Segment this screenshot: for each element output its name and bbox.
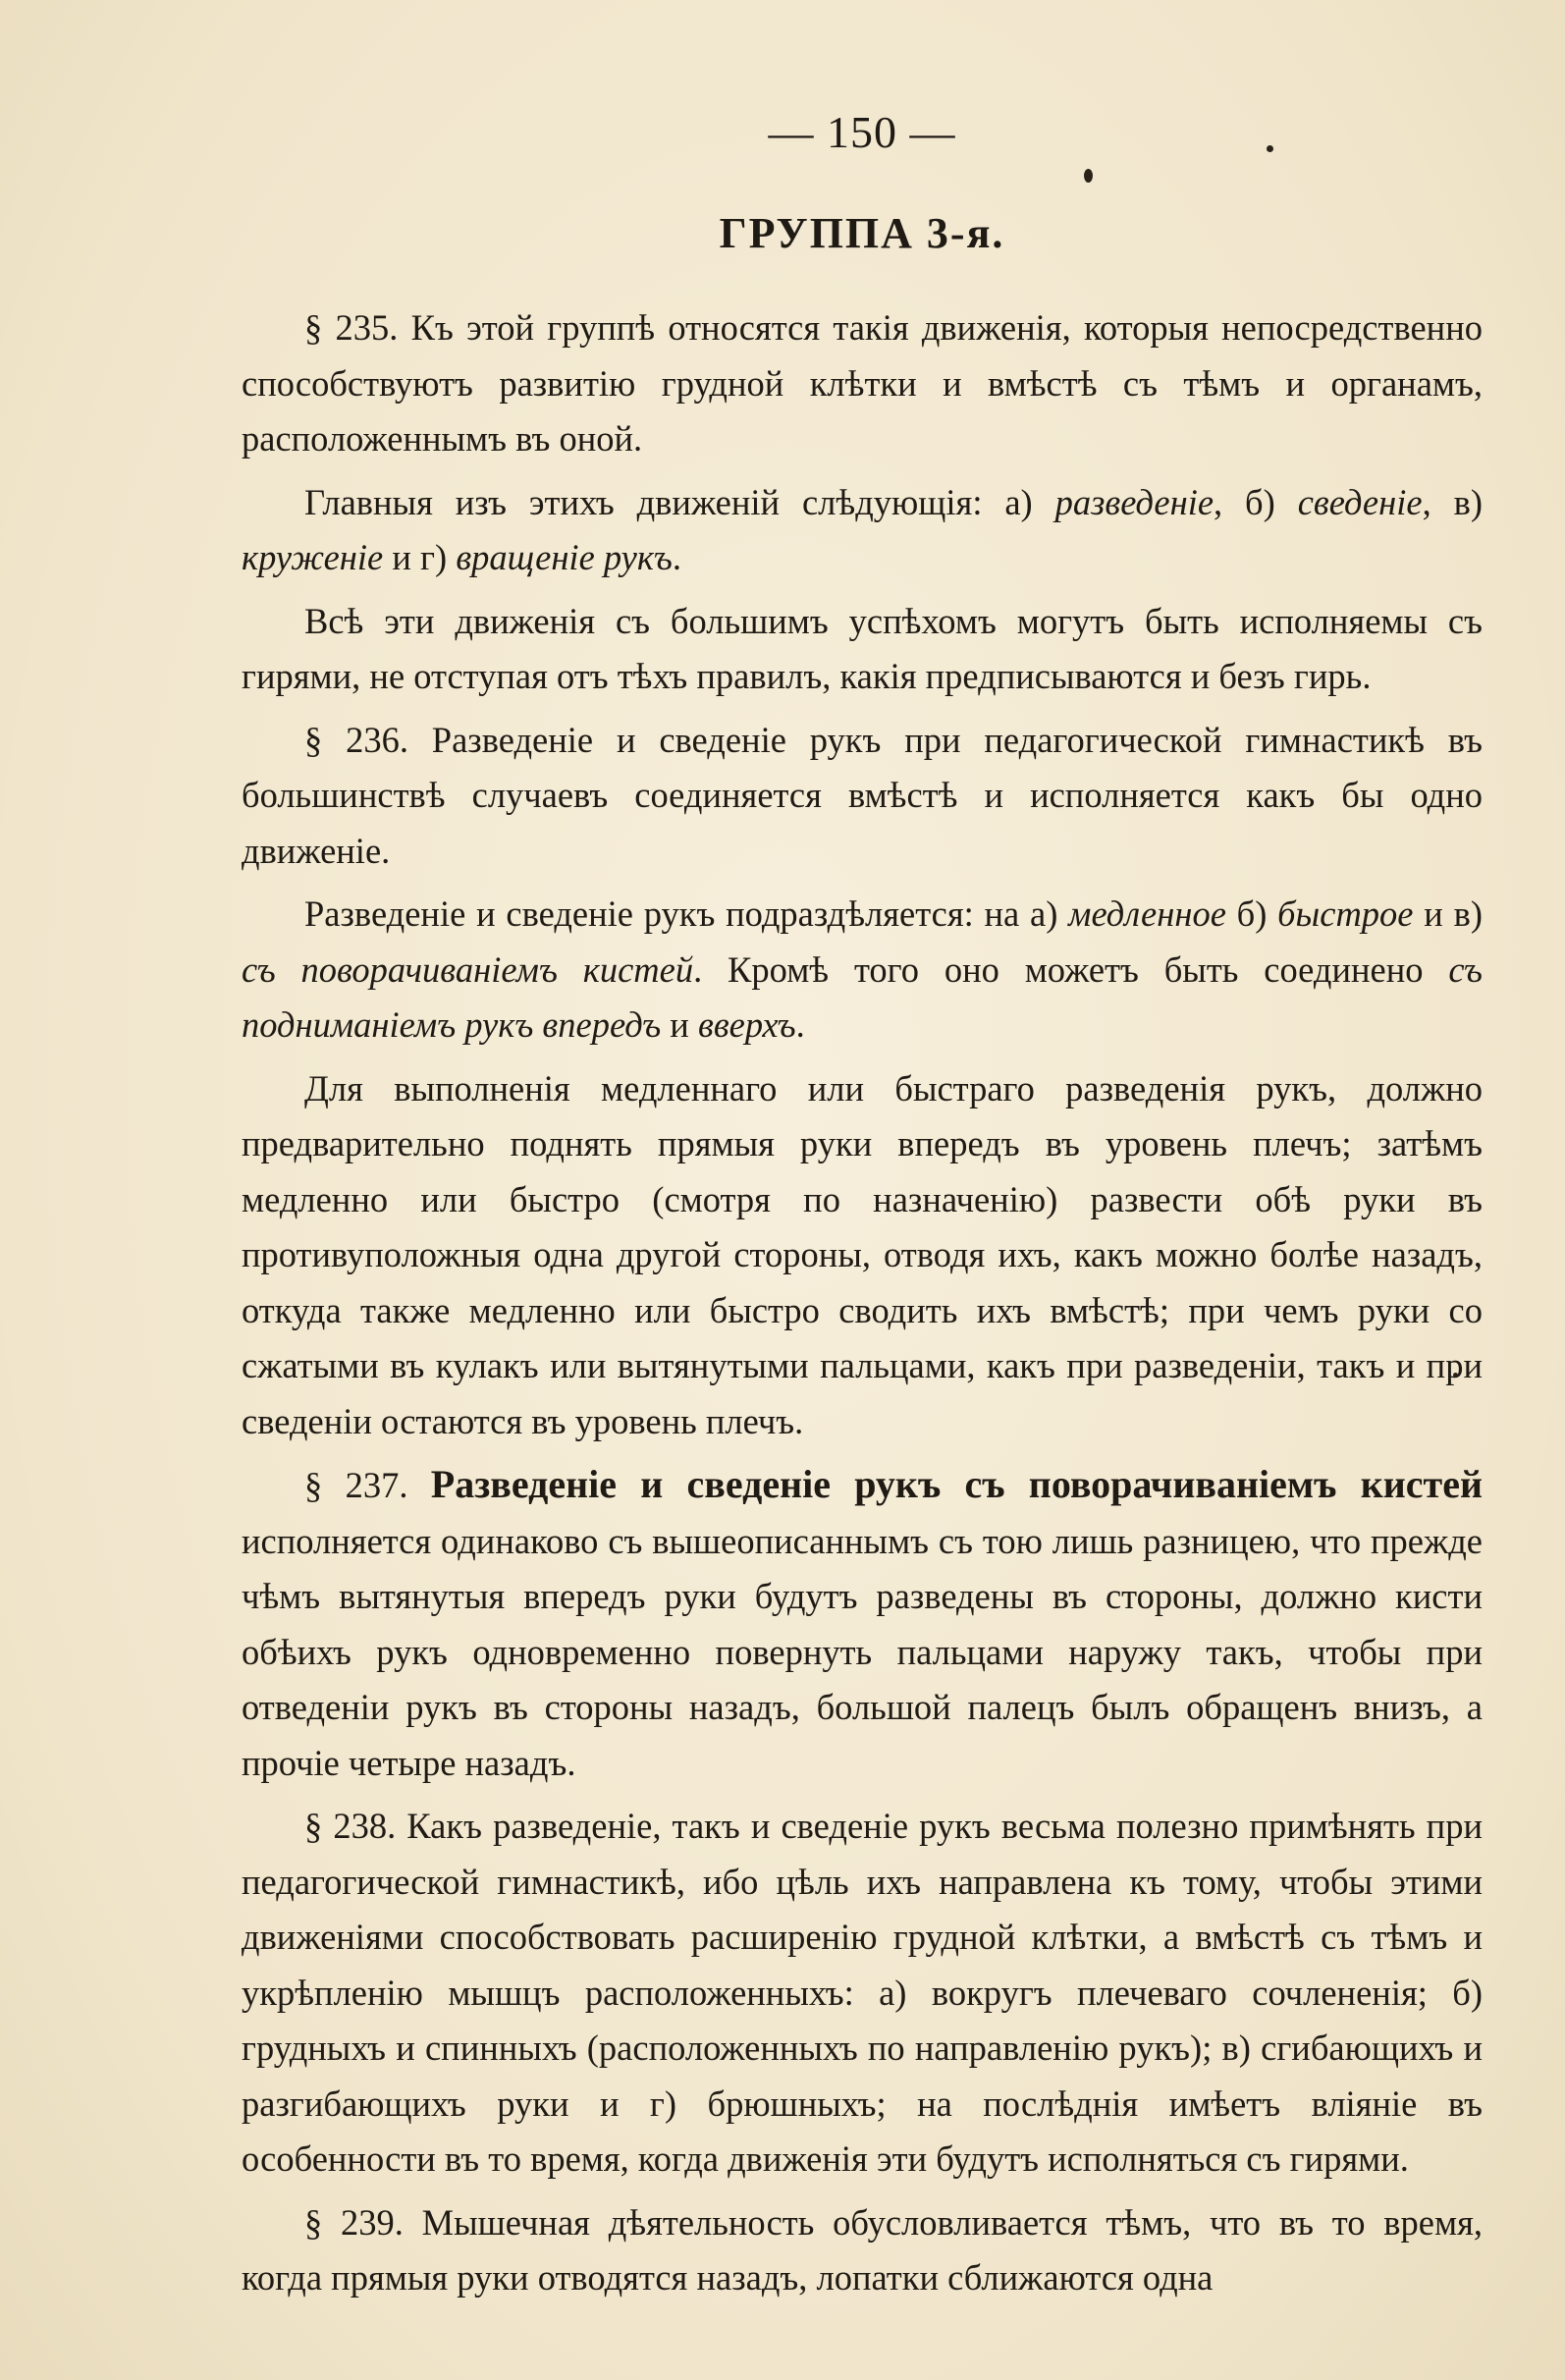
text-run: и в) [1413,893,1483,934]
text-run: исполняется одинаково съ вышеописаннымъ съ тою лишь разницею, что прежде чѣмъ вытянутыя впередъ руки будутъ разведены въ стороны, должно кисти обѣихъ рукъ одновременно повернуть пальцами наружу такъ, чтобы при отведеніи рукъ въ стороны назадъ, большой палецъ былъ обращенъ внизъ, а прочіе четыре назадъ. [242,1520,1483,1783]
paragraph [242,887,1483,1054]
section-heading: ГРУППА 3-я. [719,209,1005,257]
emphasis-text: разведеніе [1054,481,1214,522]
text-run: Всѣ эти движенія съ большимъ успѣхомъ могутъ быть исполняемы съ гирями, не отступая отъ тѣхъ правилъ, какія предписываются и безъ гирь. [242,600,1483,696]
emphasis-text: круженіе [242,537,384,577]
text-run: . Кромѣ того оно можетъ быть соединено [693,948,1449,990]
paragraph [242,594,1483,705]
paragraph [242,300,1483,467]
emphasis-text: быстрое [1277,893,1414,934]
text-run: Разведеніе и сведеніе рукъ подраздѣляется: на а) [304,893,1069,934]
text-run: , б) [1214,481,1298,522]
paragraph [242,2195,1483,2306]
body-text [242,300,1483,2314]
emphasis-text: вверхъ [697,1004,796,1045]
text-run: § 235. Къ этой группѣ относятся такія движенія, которыя непосредственно способствуютъ развитію грудной клѣтки и вмѣстѣ съ тѣмъ и органамъ, расположеннымъ въ оной. [242,307,1483,459]
paragraph [242,1061,1483,1450]
text-run: и г) [383,537,457,577]
page-number: — 150 — [768,107,956,157]
text-run: и [661,1004,698,1045]
text-run: б) [1225,893,1278,934]
text-run: , в) [1422,481,1483,522]
text-run: § 238. Какъ разведеніе, такъ и сведеніе рукъ весьма полезно примѣнять при педагогической гимнастикѣ, ибо цѣль ихъ направлена къ тому, чтобы этими движеніями способствовать расширенію грудной клѣтки, а вмѣстѣ съ тѣмъ и укрѣпленію мышцъ расположенныхъ: а) вокругъ плечеваго сочлененія; б) грудныхъ и спинныхъ (расположенныхъ по направленію рукъ); в) сгибающихъ и разгибающихъ руки и г) брюшныхъ; на послѣднія имѣетъ вліяніе въ особенности въ то время, когда движенія эти будутъ исполняться съ гирями. [242,1806,1483,2179]
emphasis-text: съ поворачиваніемъ кистей [242,948,694,990]
paragraph [242,713,1483,880]
paragraph [242,475,1483,586]
emphasis-text: вращеніе рукъ [456,537,673,577]
bold-text: Разведеніе и сведеніе рукъ съ поворачиваніемъ кистей [430,1462,1483,1506]
ink-speck [1084,169,1093,183]
text-run: § 236. Разведеніе и сведеніе рукъ при педагогической гимнастикѣ въ большинствѣ случаевъ соединяется вмѣстѣ и исполняется какъ бы одно движеніе. [242,719,1483,871]
text-run: Главныя изъ этихъ движеній слѣдующія: а) [304,481,1055,522]
paragraph [242,1457,1483,1791]
text-run: § 239. Мышечная дѣятельность обусловливается тѣмъ, что въ то время, когда прямыя руки отводятся назадъ, лопатки сближаются одна [242,2201,1483,2298]
emphasis-text: сведеніе [1297,481,1423,522]
text-run: . [795,1004,805,1045]
text-run: § 237. [304,1465,431,1505]
emphasis-text: съ подниманіемъ рукъ впередъ [242,948,1483,1045]
emphasis-text: медленное [1068,893,1226,934]
paragraph [242,1799,1483,2188]
text-run: . [672,537,682,577]
text-run: Для выполненія медленнаго или быстраго разведенія рукъ, должно предварительно поднять прямыя руки впередъ въ уровень плечъ; затѣмъ медленно или быстро (смотря по назначенію) развести обѣ руки въ противуположныя одна другой стороны, отводя ихъ, какъ можно болѣе назадъ, откуда также медленно или быстро сводить ихъ вмѣстѣ; при чемъ руки со сжатыми въ кулакъ или вытянутыми пальцами, какъ при разведеніи, такъ и при сведеніи остаются въ уровень плечъ. [242,1067,1483,1441]
